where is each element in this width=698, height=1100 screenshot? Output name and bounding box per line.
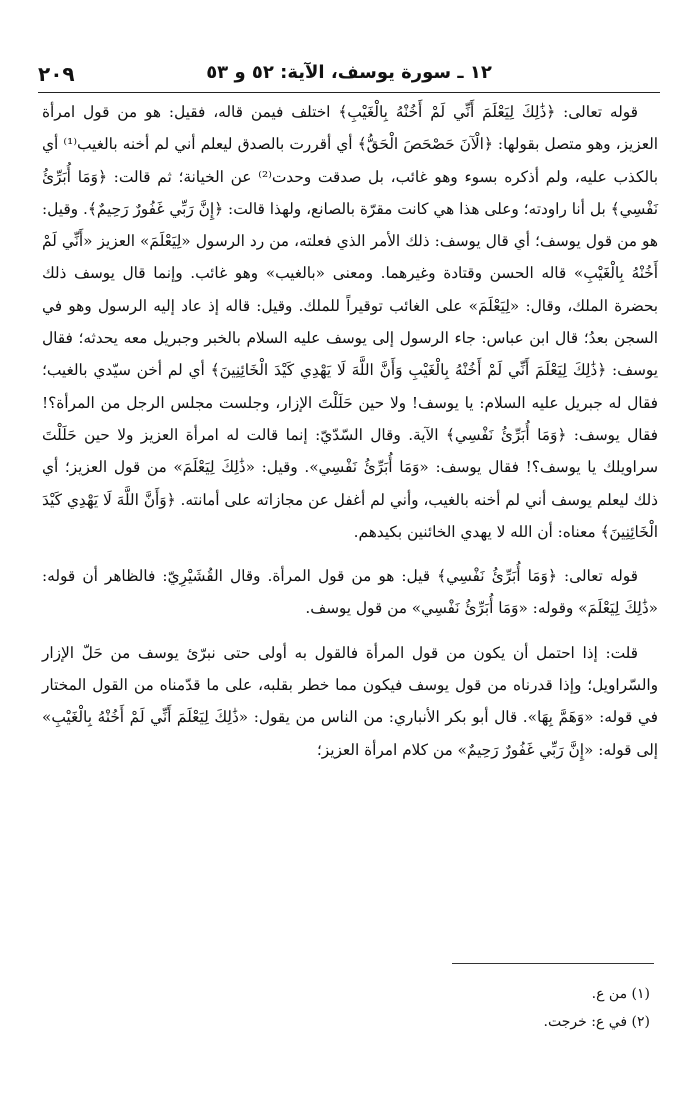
header-rule	[38, 92, 660, 93]
page-number: ٢٠٩	[38, 62, 75, 86]
chapter-title: ١٢ ـ سورة يوسف، الآية: ٥٢ و ٥٣	[206, 62, 492, 83]
paragraph-2: قوله تعالى: ﴿وَمَا أُبَرِّئُ نَفْسِي﴾ قيل: هو من قول المرأة. وقال القُشَيْرِيّ: فالظاهر أن قوله: «ذَٰلِكَ لِيَعْلَمَ» وقوله: «وَمَا أُبَرِّئُ نَفْسِي» من قول يوسف.	[42, 567, 658, 618]
paragraph-3: قلت: إذا احتمل أن يكون من قول المرأة فالقول به أولى حتى نبرّئ يوسف من حَلّ الإزار والسّراويل؛ وإذا قدرناه من قول يوسف فيكون مما خطر بقلبه، على ما قدّمناه من القول المختار في قوله: «وَهَمَّ بِهَا». قال أبو بكر الأنباري: من الناس من يقول: «ذَٰلِكَ لِيَعْلَمَ أَنِّي لَمْ أَخُنْهُ بِالْغَيْبِ» إلى قوله: «إِنَّ رَبِّي غَفُورٌ رَحِيمٌ» من كلام امرأة العزيز؛	[42, 643, 658, 759]
footnote-2: (٢) في ع: خرجت.	[543, 1014, 650, 1030]
footnotes	[40, 980, 658, 1036]
footnote-1: (١) من ع.	[591, 986, 650, 1002]
body-text	[42, 96, 658, 766]
footnote-rule	[452, 963, 654, 964]
paragraph-1: قوله تعالى: ﴿ذَٰلِكَ لِيَعْلَمَ أَنِّي لَمْ أَخُنْهُ بِالْغَيْبِ﴾ اختلف فيمن قاله، فقيل: هو من قول امرأة العزيز، وهو متصل بقولها: ﴿الْآنَ حَصْحَصَ الْحَقُّ﴾ أي أقررت بالصدق ليعلم أني لم أخنه بالغيب⁽¹⁾ أي بالكذب عليه، ولم أذكره بسوء وهو غائب، بل صدقت وحدت⁽²⁾ عن الخيانة؛ ثم قالت: ﴿وَمَا أُبَرِّئُ نَفْسِي﴾ بل أنا راودته؛ وعلى هذا هي كانت مقرّة بالصانع، ولهذا قالت: ﴿إِنَّ رَبِّي غَفُورٌ رَحِيمٌ﴾. وقيل: هو من قول يوسف؛ أي قال يوسف: ذلك الأمر الذي فعلته، من رد الرسول «لِيَعْلَمَ» العزيز «أَنِّي لَمْ أَخُنْهُ بِالْغَيْبِ» قاله الحسن وقتادة وغيرهما. ومعنى «بالغيب» وهو غائب. وإنما قال يوسف ذلك بحضرة الملك، وقال: «لِيَعْلَمَ» على الغائب توقيراً للملك. وقيل: قاله إذ عاد إليه الرسول وهو في السجن بعدُ؛ قال ابن عباس: جاء الرسول إلى يوسف عليه السلام بالخبر وجبريل معه يحدثه؛ فقال يوسف: ﴿ذَٰلِكَ لِيَعْلَمَ أَنِّي لَمْ أَخُنْهُ بِالْغَيْبِ وَأَنَّ اللَّهَ لَا يَهْدِي كَيْدَ الْخَائِنِينَ﴾ أي لم أخن سيّدي بالغيب؛ فقال له جبريل عليه السلام: يا يوسف! ولا حين حَلَلْتَ الإزار، وجلست مجلس الرجل من المرأة؟! فقال يوسف: ﴿وَمَا أُبَرِّئُ نَفْسِي﴾ الآية. وقال السّدّيّ: إنما قالت له امرأة العزيز ولا حين حَلَلْتَ سراويلك يا يوسف؟! فقال يوسف: «وَمَا أُبَرِّئُ نَفْسِي». وقيل: «ذَٰلِكَ لِيَعْلَمَ» من قول العزيز؛ أي ذلك ليعلم يوسف أني لم أخنه بالغيب، وأني لم أغفل عن مجازاته على أمانته. ﴿وَأَنَّ اللَّهَ لَا يَهْدِي كَيْدَ الْخَائِنِينَ﴾ معناه: أن الله لا يهدي الخائنين بكيدهم.	[42, 103, 658, 541]
running-header	[38, 62, 660, 94]
